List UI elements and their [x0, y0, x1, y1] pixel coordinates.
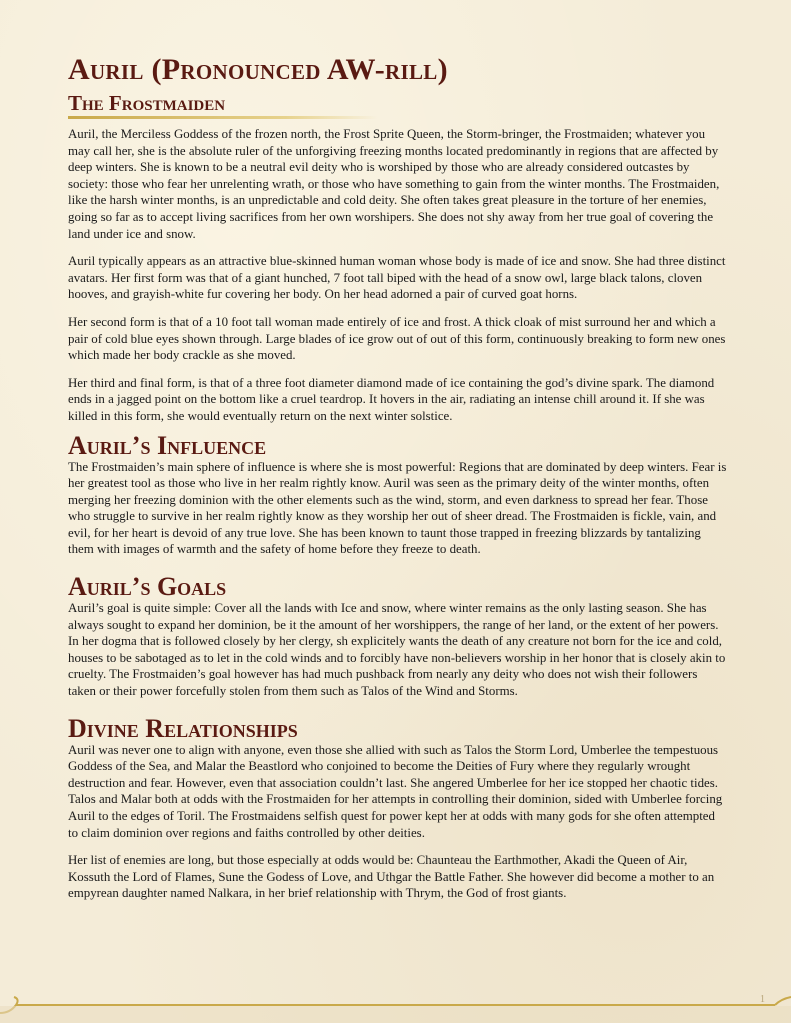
intro-paragraph-2: Auril typically appears as an attractive blue-skinned human woman whose body is made of ice and snow. She had three distinct avatars. Her first form was that of a giant hunched, 7 foot tall biped with the head of a snow owl, large black talons, cloven hooves, and grayish-white fur covering her body. On her head adorned a pair of curved goat horns.: [68, 254, 726, 302]
page-title: Auril (Pronounced AW-rill): [68, 53, 448, 86]
goals-heading: Auril’s Goals: [68, 572, 227, 602]
subtitle-rule: [68, 116, 378, 119]
relationships-paragraph-1: Auril was never one to align with anyone, even those she allied with such as Talos the Storm Lord, Umberlee the tempestuous Goddess of the Sea, and Malar the Beastlord who conjoined to become the Deities of Fury where they regularly wrought destruction and fear. However, even that association couldn’t last. She angered Umberlee for her ice stopped her chaotic tides. Talos and Malar both at odds with the Frostmaiden for her attempts in controlling their dominion, sided with Umberlee forcing Auril to the edges of Toril. The Frostmaidens selfish quest for power kept her at odds with many gods for she often attempted to claim dominion over regions and faiths controlled by other deities.: [68, 742, 723, 840]
relationships-heading: Divine Relationships: [68, 713, 298, 743]
page-subtitle: The Frostmaiden: [68, 91, 226, 115]
intro-paragraph-3: Her second form is that of a 10 foot tall woman made entirely of ice and frost. A thick cloak of mist surround her and which a pair of cold blue eyes shown through. Large blades of ice grow out of out of this form, continuously breaking to form new ones which made her body crackle as she moved.: [68, 314, 726, 363]
relationships-paragraph-2: Her list of enemies are long, but those especially at odds would be: Chaunteau the Earthmother, Akadi the Queen of Air, Kossuth the Lord of Flames, Sune the Godess of Love, and Uthgar the Battle Father. She however did become a mother to an empyrean daughter named Nalkara, in her brief relationship with Thrym, the God of frost giants.: [68, 853, 715, 901]
influence-heading: Auril’s Influence: [68, 430, 267, 460]
intro-paragraph-1: Auril, the Merciless Goddess of the frozen north, the Frost Sprite Queen, the Storm-bringer, the Frostmaiden; whatever you may call her, she is the absolute ruler of the unforgiving freezing months located predominantly in regions that are affected by deep winters. She is known to be a neutral evil deity who is worshiped by those who are already considered outcastes by society: those who fear her unrelenting wrath, or those who have something to gain from the winter months. The Frostmaiden, like the harsh winter months, is an unpredictable and cold deity. She often takes great pleasure in the torture of her enemies, going so far as to accept living sacrifices from her own worshipers. She does not shy away from her true goal of covering the land under ice and snow.: [68, 127, 720, 241]
document-page: [68, 54, 728, 902]
page-number: 1: [760, 994, 765, 1005]
footer-ornament: [0, 993, 791, 1023]
intro-paragraph-4: Her third and final form, is that of a three foot diameter diamond made of ice containing the god’s divine spark. The diamond ends in a jagged point on the bottom like a cruel teardrop. It hovers in the air, radiating an intense chill around it. If she was killed in this form, she would eventually return on the next winter solstice.: [68, 375, 715, 423]
goals-paragraph: Auril’s goal is quite simple: Cover all the lands with Ice and snow, where winter remains as the only lasting season. She has always sought to expand her dominion, be it the amount of her worshippers, the range of her land, or the extent of her powers. In her dogma that is followed closely by her clergy, sh explicitely wants the death of any creature not born for the ice and cold, houses to be sabotaged as to let in the cold winds and to forcibly have non-believers worship in her honor that is closely akin to cruelty. The Frostmaiden’s goal however has had much pushback from nearly any deity who does not wish their followers taken or their power forcefully stolen from them such as Talos of the Wind and Storms.: [68, 601, 726, 699]
influence-paragraph: The Frostmaiden’s main sphere of influence is where she is most powerful: Regions that are dominated by deep winters. Fear is her greatest tool as those who live in her realm rightly know. Auril was seen as the primary deity of the winter months, often merging her freezing dominion with the other elements such as the wind, storm, and even darkness to spread her fear. Those who struggle to survive in her realm rightly know as they worship her out of sheer dread. The Frostmaiden is fickle, vain, and evil, for her heart is devoid of any true love. She has been known to taunt those trapped in freezing blizzards by tantalizing them with images of warmth and the safety of home before they freeze to death.: [68, 459, 727, 557]
